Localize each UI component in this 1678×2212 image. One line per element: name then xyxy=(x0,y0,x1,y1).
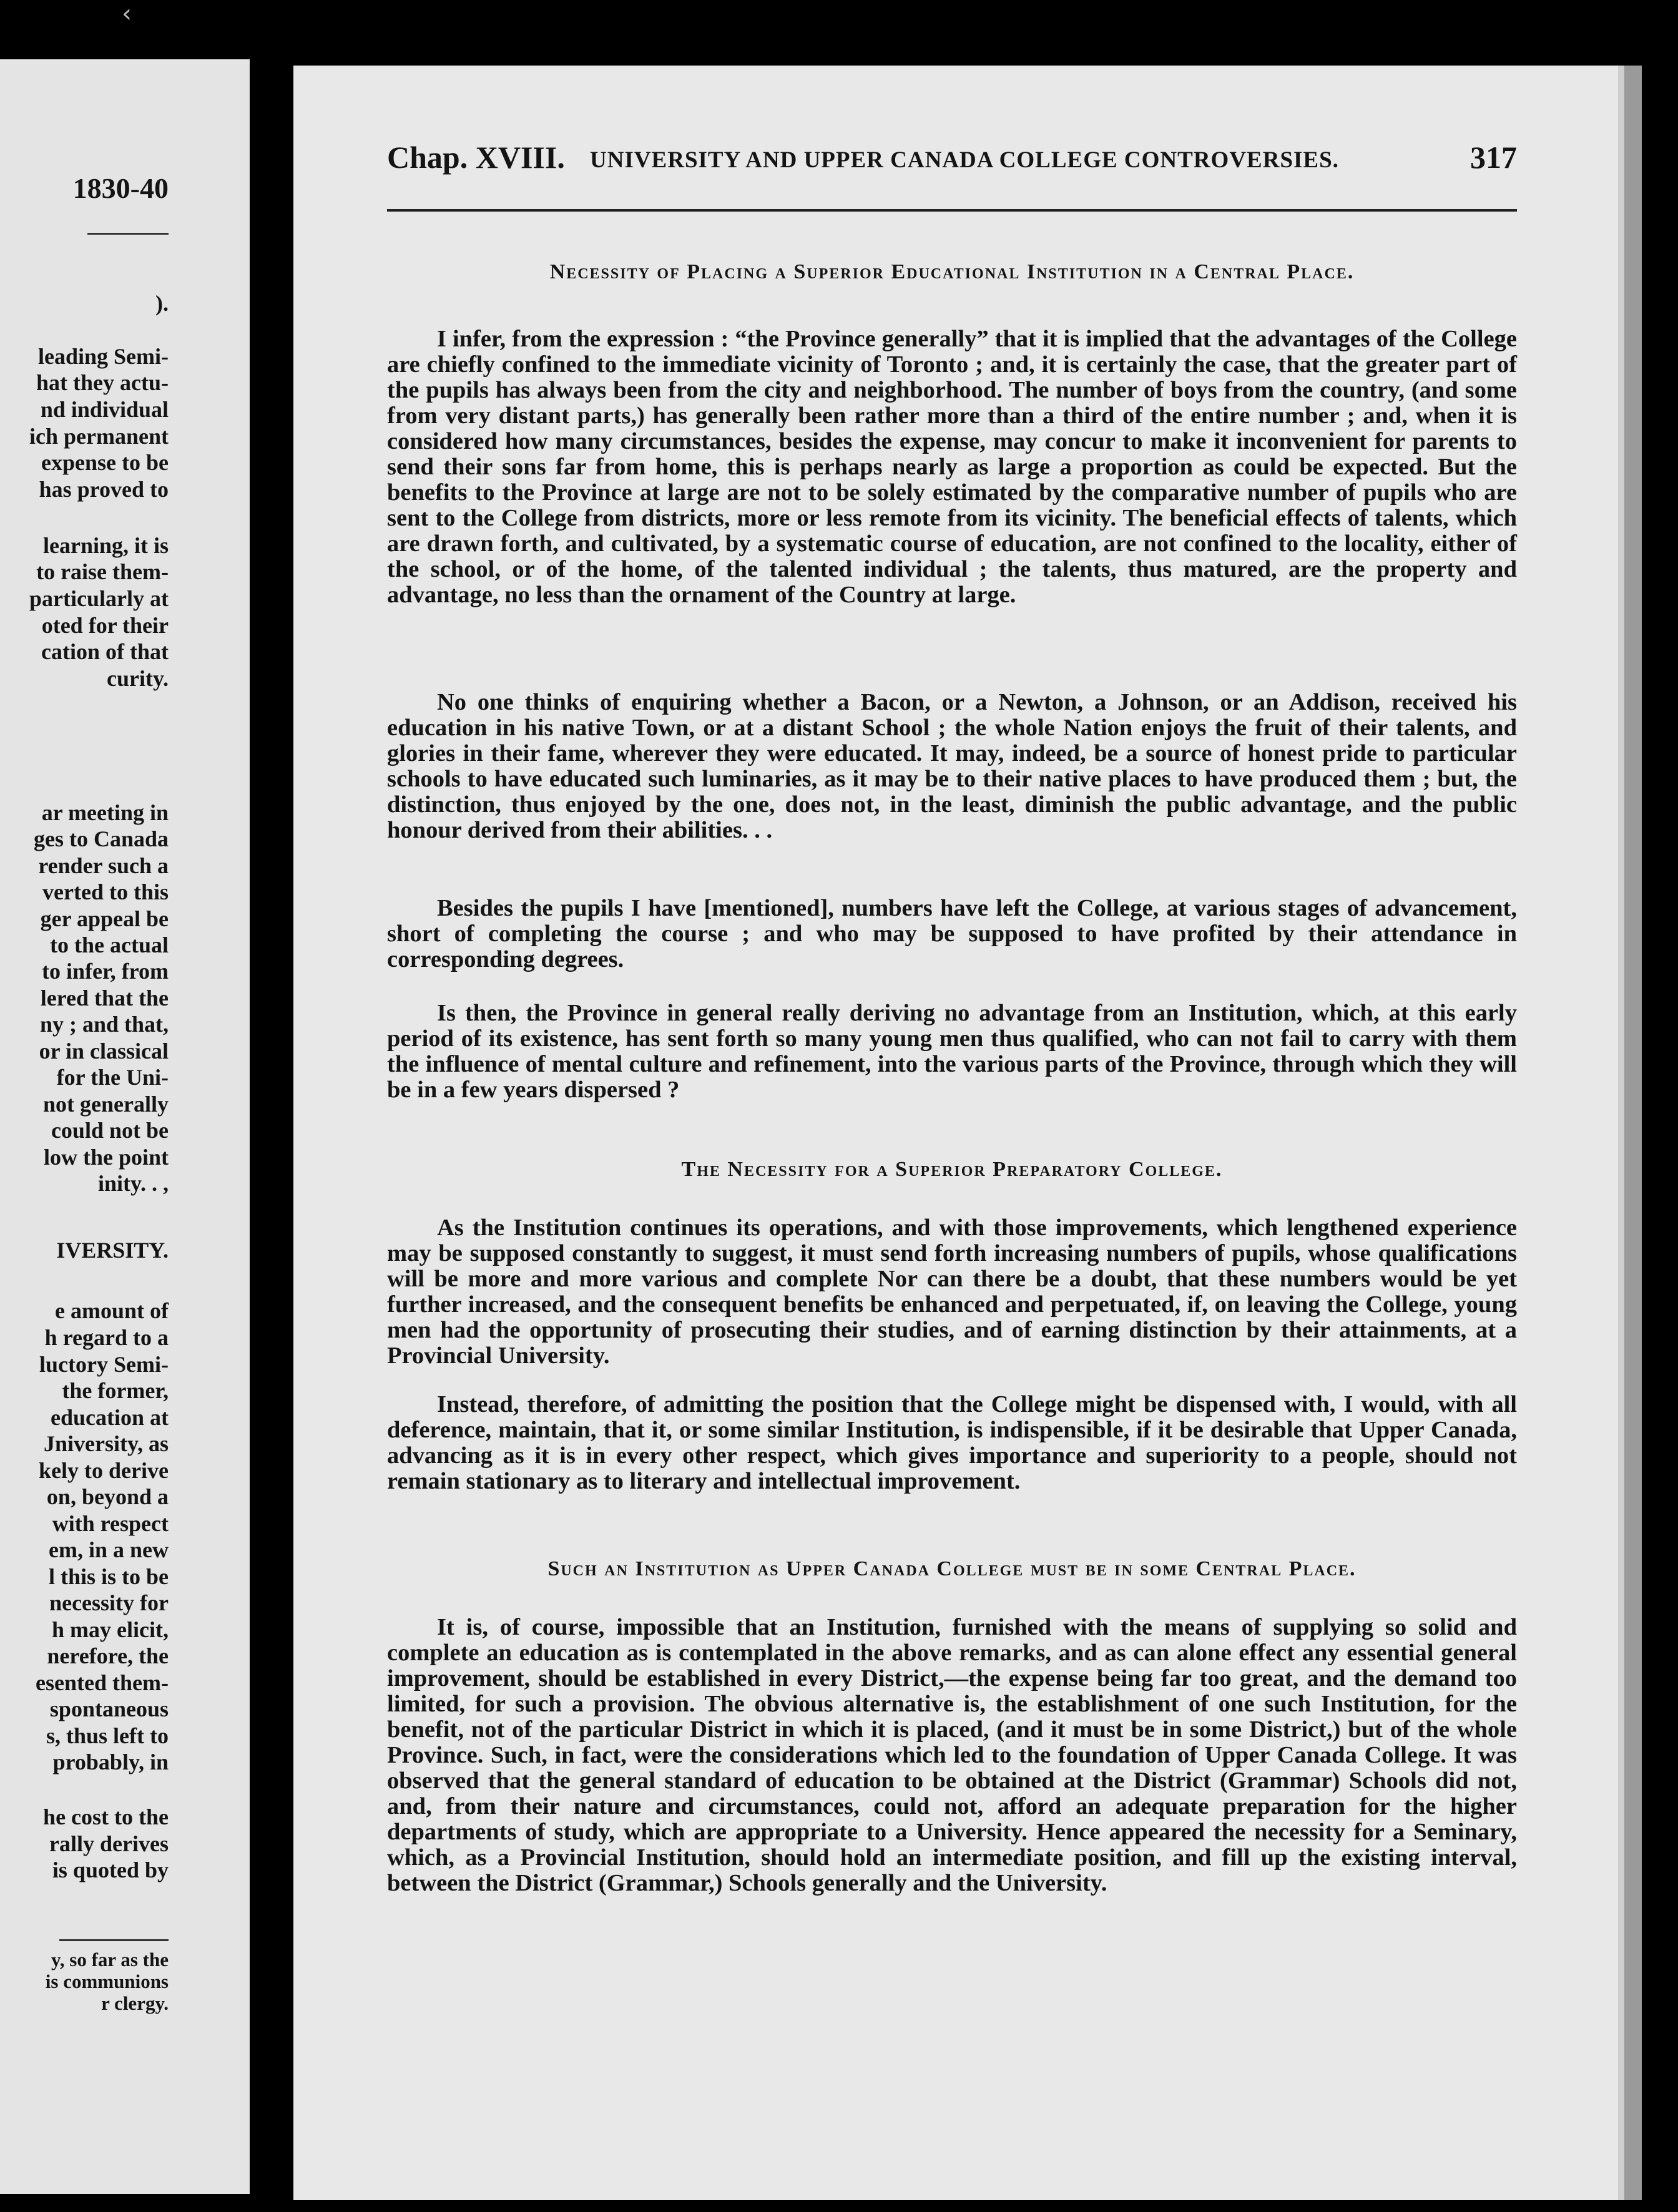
left-page-line: h regard to a xyxy=(44,1325,169,1350)
left-page-line: for the Uni- xyxy=(56,1065,169,1090)
left-page-line: ar meeting in xyxy=(41,800,169,825)
paragraph: No one thinks of enquiring whether a Bacon, or a Newton, a Johnson, or an Addison, received his education in his native Town, or at a distant School ; the whole Nation enjoys the fruit of their talents, and glories in their fame, wherever they were educated. It may, indeed, be a source of honest pride to particular schools to have educated such luminaries, as it may be to their native places to have produced them ; but, the distinction, thus enjoyed by the one, does not, in the least, diminish the public advantage, and the public honour derived from their abilities. . . xyxy=(387,689,1517,843)
left-page-line: is quoted by xyxy=(52,1857,169,1882)
left-page-line: ). xyxy=(155,291,169,316)
left-page-line: ich permanent xyxy=(29,424,169,449)
left-page-line: luctory Semi- xyxy=(39,1352,169,1377)
left-page-line: verted to this xyxy=(42,879,169,904)
running-header xyxy=(387,139,1517,183)
back-chevron-icon[interactable]: ‹ xyxy=(122,0,132,28)
left-page-line: to infer, from xyxy=(42,959,169,984)
left-page-line: render such a xyxy=(38,853,169,878)
left-page-line: could not be xyxy=(51,1118,169,1143)
left-page-line: nerefore, the xyxy=(47,1643,169,1668)
left-page-line: h may elicit, xyxy=(52,1617,169,1642)
section-heading: Such an Institution as Upper Canada College must be in some Central Place. xyxy=(547,1557,1357,1580)
left-page-line: esented them- xyxy=(36,1670,169,1695)
page-edge-shadow xyxy=(1618,66,1624,2200)
left-page-line: the former, xyxy=(62,1378,169,1403)
left-page-line: on, beyond a xyxy=(46,1484,169,1509)
page-number: 317 xyxy=(1470,140,1517,175)
paragraph: Instead, therefore, of admitting the position that the College might be dispensed with, I would, with all deference, maintain, that it, or some similar Institution, is indispensible, if it be desirable that Upper Canada, advancing as it is in every other respect, which gives importance and superiority to a people, should not remain stationary as to literary and intellectual improvement. xyxy=(387,1391,1517,1494)
left-page-line: he cost to the xyxy=(43,1804,169,1829)
chapter-label: Chap. XVIII. xyxy=(387,140,565,175)
paragraph: As the Institution continues its operations, and with those improvements, which lengthened experience may be supposed constantly to suggest, it must send forth increasing numbers of pupils, whose qualifications will be more and more various and complete Nor can there be a doubt, that these numbers would be yet further increased, and the consequent benefits be enhanced and perpetuated, if, on leaving the College, young men had the opportunity of prosecuting their studies, and of earning distinction by their attainments, at a Provincial University. xyxy=(387,1215,1517,1369)
left-page-line: not generally xyxy=(43,1092,169,1117)
section-heading: Necessity of Placing a Superior Educational Institution in a Central Place. xyxy=(549,260,1355,283)
paragraph: It is, of course, impossible that an Institution, furnished with the means of supplying so solid and complete an education as is contemplated in the above remarks, and as can alone effect any essential general improvement, should be established in every District,—the expense being far too great, and the demand too limited, for such a provision. The obvious alternative is, the establishment of one such Institution, for the benefit, not of the particular District in which it is placed, (and it must be in some District,) but of the whole Province. Such, in fact, were the considerations which led to the foundation of Upper Canada College. It was observed that the general standard of education to be obtained at the District (Grammar) Schools did not, and, from their nature and circumstances, could not, afford an adequate preparation for the higher departments of study, which are appropriate to a University. Hence appeared the necessity for a Seminary, which, as a Provincial Institution, should hold an intermediate position, and fill up the existing interval, between the District (Grammar,) Schools generally and the University. xyxy=(387,1614,1517,1896)
left-page-header-rule xyxy=(87,233,169,235)
left-page-fragment xyxy=(0,59,250,2194)
left-page-line: to raise them- xyxy=(36,559,169,584)
paragraph: Is then, the Province in general really deriving no advantage from an Institution, which, at this early period of its existence, has sent forth so many young men thus qualified, who can not fail to carry with them the influence of mental culture and refinement, into the various parts of the Province, through which they will be in a few years dispersed ? xyxy=(387,1000,1517,1103)
left-page-line: low the point xyxy=(43,1145,169,1170)
left-page-footnote-rule xyxy=(59,1939,169,1941)
left-page-line: to the actual xyxy=(50,932,169,957)
left-page-line: ges to Canada xyxy=(33,826,169,851)
left-page-line: curity. xyxy=(107,666,169,691)
left-page-line: has proved to xyxy=(39,477,169,502)
left-page-line: probably, in xyxy=(52,1750,169,1774)
left-page-line: particularly at xyxy=(29,586,169,611)
left-page-line: IVERSITY. xyxy=(56,1238,169,1263)
book-page xyxy=(293,66,1642,2200)
left-page-line: hat they actu- xyxy=(36,370,169,395)
left-page-line: l this is to be xyxy=(48,1564,169,1589)
left-page-line: ger appeal be xyxy=(40,906,169,931)
left-page-line: spontaneous xyxy=(49,1696,169,1721)
left-page-line: lered that the xyxy=(40,986,169,1011)
left-page-footnote-line: r clergy. xyxy=(101,1992,169,2014)
left-page-line: nd individual xyxy=(40,397,169,422)
left-page-line: inity. . , xyxy=(97,1171,169,1196)
left-page-line: s, thus left to xyxy=(46,1723,169,1748)
running-title: UNIVERSITY AND UPPER CANADA COLLEGE CONTROVERSIES. xyxy=(590,147,1339,173)
left-page-line: necessity for xyxy=(49,1590,169,1615)
left-page-footnote-line: is communions xyxy=(45,1970,169,1992)
left-page-line: oted for their xyxy=(41,613,169,638)
paragraph: Besides the pupils I have [mentioned], numbers have left the College, at various stages of advancement, short of completing the course ; and who may be supposed to have profited by their attendance in corresponding degrees. xyxy=(387,895,1517,972)
left-page-line: cation of that xyxy=(41,639,169,664)
left-page-line: em, in a new xyxy=(49,1537,169,1562)
left-page-line: Jniversity, as xyxy=(43,1431,169,1456)
left-page-line: e amount of xyxy=(55,1298,169,1323)
paragraph: I infer, from the expression : “the Province generally” that it is implied that the advantages of the College are chiefly confined to the immediate vicinity of Toronto ; and, it is certainly the case, that the greater part of the pupils has always been from the city and neighborhood. The number of boys from the country, (and some from very distant parts,) has generally been rather more than a third of the entire number ; and, when it is considered how many circumstances, besides the expense, may concur to make it inconvenient for parents to send their sons far from home, this is perhaps nearly as large a proportion as could be expected. But the benefits to the Province at large are not to be solely estimated by the comparative number of pupils who are sent to the College from districts, more or less remote from its vicinity. The beneficial effects of talents, which are drawn forth, and cultivated, by a systematic course of education, are not confined to the locality, either of the school, or of the home, of the talented individual ; the talents, thus matured, are the property and advantage, no less than the ornament of the Country at large. xyxy=(387,326,1517,608)
left-page-line: ny ; and that, xyxy=(39,1012,169,1037)
left-page-line: or in classical xyxy=(39,1039,169,1064)
left-page-line: learning, it is xyxy=(42,533,169,558)
left-page-line: education at xyxy=(51,1405,169,1430)
left-page-line: with respect xyxy=(52,1511,169,1536)
header-rule xyxy=(387,209,1517,212)
left-page-line: leading Semi- xyxy=(37,344,169,369)
left-page-footnote-line: y, so far as the xyxy=(51,1949,169,1970)
page-edge xyxy=(1624,66,1642,2200)
section-heading: The Necessity for a Superior Preparatory College. xyxy=(681,1158,1223,1181)
left-page-line: rally derives xyxy=(49,1831,169,1856)
left-page-line: expense to be xyxy=(41,450,169,475)
left-page-line: kely to derive xyxy=(39,1458,169,1483)
left-page-header: 1830-40 xyxy=(72,172,169,204)
